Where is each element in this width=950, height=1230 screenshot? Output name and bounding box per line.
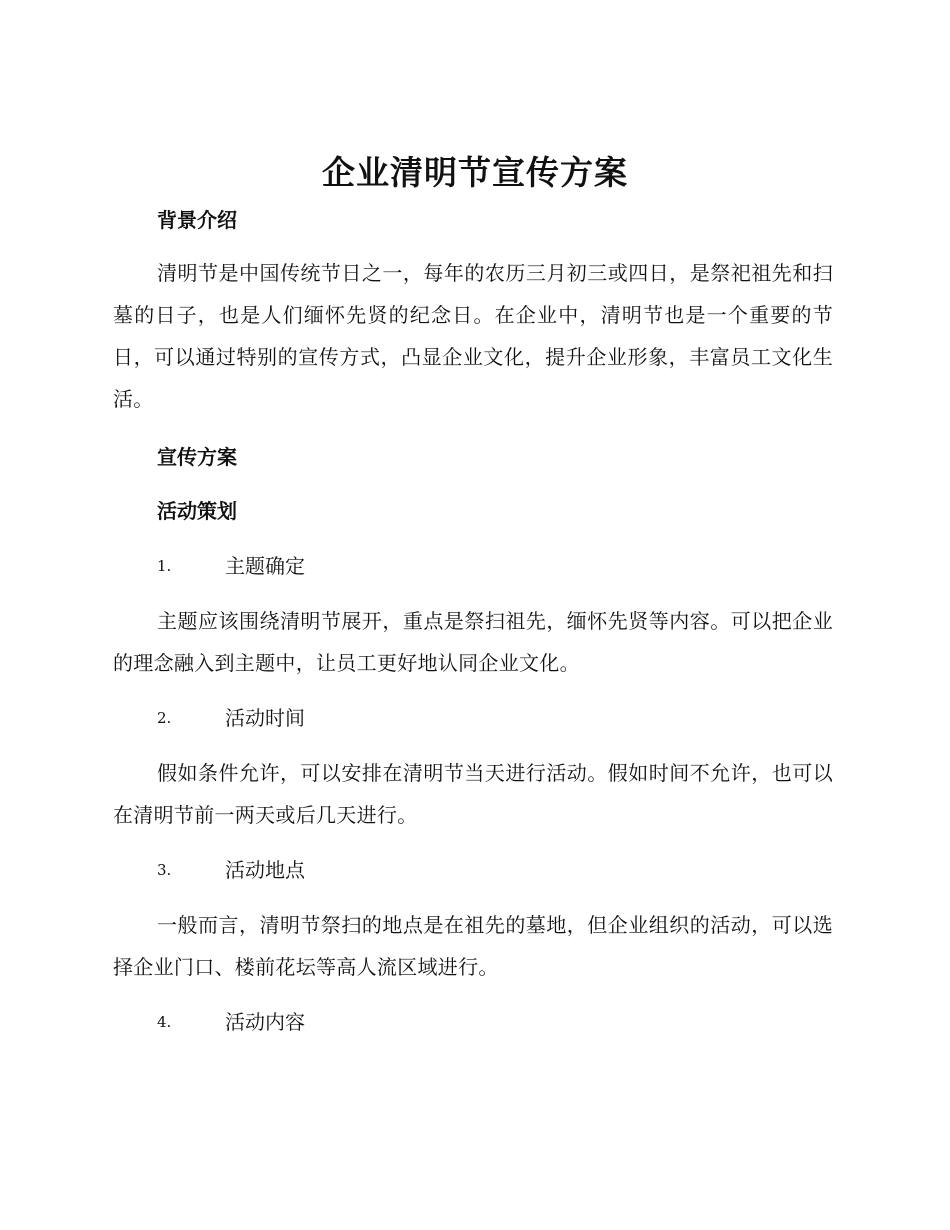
- list-item-label: 活动地点: [225, 858, 305, 882]
- list-item-paragraph: 假如条件允许，可以安排在清明节当天进行活动。假如时间不允许，也可以在清明节前一两天或后几天进行。: [113, 761, 833, 827]
- list-item-paragraph: 主题应该围绕清明节展开，重点是祭扫祖先，缅怀先贤等内容。可以把企业的理念融入到主题中，让员工更好地认同企业文化。: [113, 609, 833, 675]
- list-item-label: 主题确定: [225, 554, 305, 578]
- list-item-number: 1.: [157, 557, 172, 575]
- list-item-number: 3.: [157, 861, 172, 879]
- section-heading-background: 背景介绍: [157, 208, 237, 232]
- background-paragraph: 清明节是中国传统节日之一，每年的农历三月初三或四日，是祭祀祖先和扫墓的日子，也是人们缅怀先贤的纪念日。在企业中，清明节也是一个重要的节日，可以通过特别的宣传方式，凸显企业文化，提升企业形象，丰富员工文化生活。: [113, 261, 833, 411]
- list-item-number: 4.: [157, 1013, 172, 1031]
- list-item-paragraph: 一般而言，清明节祭扫的地点是在祖先的墓地，但企业组织的活动，可以选择企业门口、楼前花坛等高人流区域进行。: [113, 913, 833, 979]
- list-item-label: 活动时间: [225, 706, 305, 730]
- list-item-label: 活动内容: [225, 1010, 305, 1034]
- section-heading-plan: 宣传方案: [157, 445, 237, 469]
- document-title: 企业清明节宣传方案: [322, 153, 628, 192]
- list-item-number: 2.: [157, 709, 172, 727]
- section-heading-activity: 活动策划: [157, 499, 237, 523]
